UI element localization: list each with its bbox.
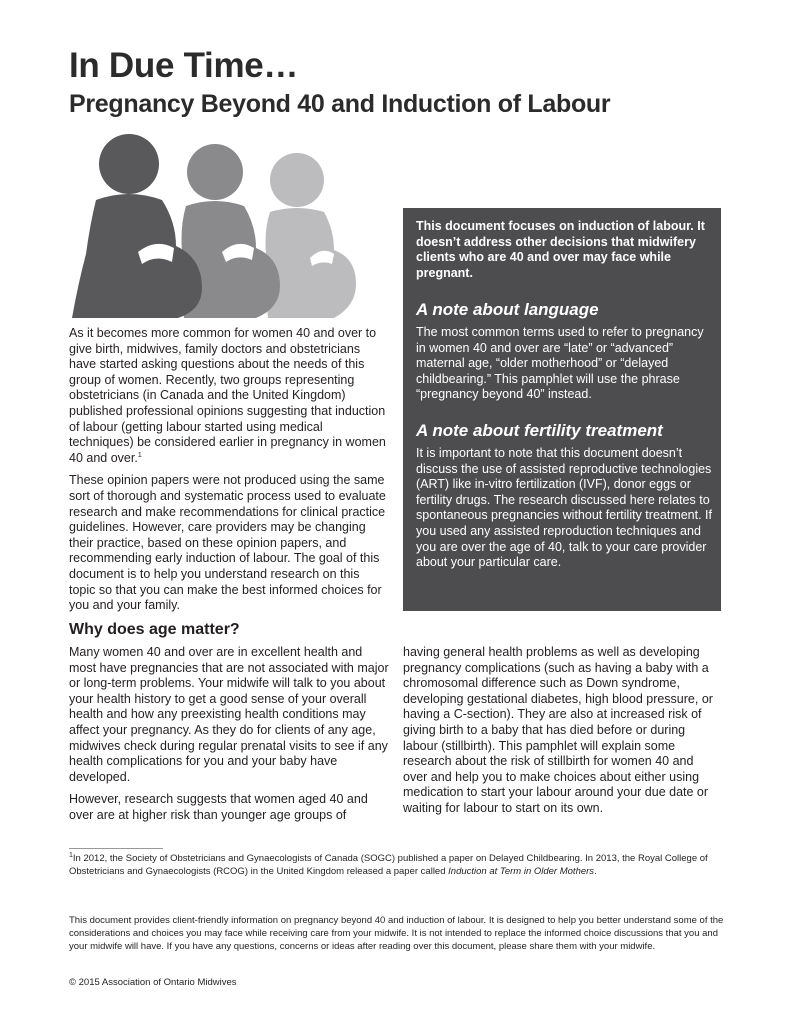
footnote-title: Induction at Term in Older Mothers bbox=[448, 865, 595, 877]
footnote: $^1$In 2012, the Society of Obstetricians and Gynaecologists of Canada (SOGC) published a paper on Delayed Childbearing. In 2013, the Royal College of Obstetricians and Gynaecologists (RCOG) in the United Kingdom released a paper called Induction at Term in Older Mothers. bbox=[69, 851, 708, 877]
footnote-divider bbox=[69, 848, 163, 849]
age-section-heading: Why does age matter? bbox=[69, 621, 240, 638]
age-section-left bbox=[69, 645, 389, 824]
intro-paragraph-2: These opinion papers were not produced using the same sort of thorough and systematic process used to evaluate research and make recommendations for clinical practice guidelines. However, care providers may be changing their practice, based on these opinion papers, and recommending early induction of labour. The goal of this document is to help you understand research on this topic so that you can make the best informed choices for you and your family. bbox=[69, 473, 386, 613]
age-section-right bbox=[403, 645, 721, 817]
age-paragraph-3: having general health problems as well as developing pregnancy complications (such as having a baby with a chromosomal difference such as Down syndrome, developing gestational diabetes, high blood pressure, or having a C-section). They are also at increased risk of giving birth to a baby that has died before or during labour (stillbirth). This pamphlet will explain some research about the risk of stillbirth for women 40 and over and help you to make choices about either using medication to start your labour around your due date or waiting for labour to start on its own. bbox=[403, 645, 713, 815]
footnote-marker: 1 bbox=[69, 851, 73, 859]
page-subtitle: Pregnancy Beyond 40 and Induction of Labour bbox=[69, 90, 611, 118]
fertility-heading: A note about fertility treatment bbox=[416, 421, 663, 440]
sidebar-intro: This document focuses on induction of labour. It doesn’t address other decisions that midwifery clients who are 40 and over may face while pregnant. bbox=[416, 219, 705, 280]
intro-text bbox=[69, 326, 387, 614]
language-heading: A note about language bbox=[416, 300, 599, 319]
language-text: The most common terms used to refer to pregnancy in women 40 and over are “late” or “advanced” maternal age, “older motherhood” or “delayed childbearing.” This pamphlet will use the phrase “pregnancy beyond 40” instead. bbox=[416, 325, 704, 402]
disclaimer: This document provides client-friendly information on pregnancy beyond 40 and induction of labour. It is designed to help you better understand some of the considerations and choices you may face while receiving care from your midwife. It is not intended to replace the informed choice discussions that you and your midwife will have. If you have any questions, concerns or ideas after reading over this document, please share them with your midwife. bbox=[69, 915, 724, 952]
sidebar-box bbox=[403, 208, 721, 611]
page-title: In Due Time… bbox=[69, 46, 299, 85]
footnote-ref: 1 bbox=[137, 451, 142, 459]
pregnant-women-icon bbox=[72, 134, 372, 318]
age-paragraph-1: Many women 40 and over are in excellent health and most have pregnancies that are not associated with major or long-term problems. Your midwife will talk to you about your health history to get a good sense of your overall health and how any preexisting health conditions may affect your pregnancy. As they do for clients of any age, midwives check during regular prenatal visits to see if any health complications for you and your baby have developed. bbox=[69, 645, 389, 784]
intro-paragraph-1: As it becomes more common for women 40 and over to give birth, midwives, family doctors and obstetricians have started asking questions about the needs of this group of women. Recently, two groups representing obstetricians (in Canada and the United Kingdom) published professional opinions suggesting that induction of labour (getting labour started using medical techniques) be considered earlier in pregnancy in women 40 and over.$^1$ bbox=[69, 326, 386, 465]
fertility-text: It is important to note that this document doesn’t discuss the use of assisted reproductive technologies (ART) like in-vitro fertilization (IVF), donor eggs or fertility drugs. The research discussed here relates to spontaneous pregnancies without fertility treatment. If you used any assisted reproduction techniques and you are over the age of 40, talk to your care provider about your particular care. bbox=[416, 446, 712, 570]
age-paragraph-2: However, research suggests that women aged 40 and over are at higher risk than younger age groups of bbox=[69, 792, 368, 822]
copyright: © 2015 Association of Ontario Midwives bbox=[69, 977, 237, 988]
